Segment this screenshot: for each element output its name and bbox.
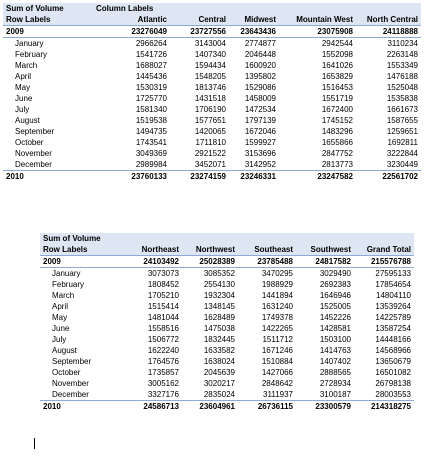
value-cell[interactable]: 23727556 — [170, 26, 229, 38]
month-row[interactable] — [3, 93, 421, 104]
row-label[interactable]: May — [52, 313, 68, 322]
value-cell[interactable]: 24586713 — [122, 401, 182, 413]
value-cell[interactable]: 13539264 — [375, 302, 411, 311]
value-cell[interactable]: 1672046 — [244, 127, 276, 136]
month-row[interactable] — [40, 378, 414, 389]
value-cell[interactable]: 23760133 — [93, 171, 170, 183]
value-cell[interactable]: 214318275 — [354, 401, 414, 413]
row-label[interactable]: November — [15, 149, 52, 158]
month-row[interactable] — [40, 334, 414, 345]
value-cell[interactable]: 1511712 — [262, 335, 293, 344]
value-cell[interactable]: 2728934 — [319, 379, 351, 388]
row-label[interactable]: February — [15, 50, 48, 59]
month-row[interactable] — [3, 60, 421, 71]
month-row[interactable] — [3, 82, 421, 93]
value-cell[interactable]: 2888565 — [319, 368, 351, 377]
value-cell[interactable]: 1600920 — [244, 61, 276, 70]
value-cell[interactable]: 1587655 — [386, 116, 418, 125]
pivot-header-row-2 — [40, 244, 414, 256]
value-cell[interactable]: 1541726 — [135, 50, 167, 59]
value-cell[interactable]: 1525048 — [386, 83, 418, 92]
value-cell[interactable]: 14448166 — [375, 335, 411, 344]
value-cell[interactable]: 1932304 — [203, 291, 235, 300]
row-label[interactable]: February — [52, 280, 85, 289]
column-header[interactable]: Southwest — [296, 244, 354, 256]
row-label[interactable]: July — [52, 335, 67, 344]
column-header[interactable]: North Central — [356, 14, 421, 26]
value-cell[interactable]: 1661673 — [386, 105, 418, 114]
value-cell[interactable]: 23247582 — [279, 171, 356, 183]
value-cell[interactable]: 215576788 — [354, 256, 414, 268]
value-cell[interactable]: 1653829 — [321, 72, 353, 81]
value-cell[interactable]: 3049369 — [135, 149, 167, 158]
value-cell[interactable]: 24118888 — [356, 26, 421, 38]
value-cell[interactable]: 23276049 — [93, 26, 170, 38]
column-header[interactable]: Northwest — [182, 244, 238, 256]
row-labels-filter[interactable]: Row Labels — [3, 14, 93, 26]
row-label[interactable]: September — [52, 357, 92, 366]
pivot-header-row-2 — [3, 14, 421, 26]
value-cell[interactable]: 23604961 — [182, 401, 238, 413]
value-cell[interactable]: 3470295 — [261, 269, 293, 278]
value-cell[interactable]: 2942544 — [321, 39, 353, 48]
value-cell[interactable]: 1407340 — [194, 50, 226, 59]
value-cell[interactable]: 1725770 — [135, 94, 167, 103]
value-cell[interactable]: 1633582 — [203, 346, 235, 355]
month-row[interactable] — [3, 137, 421, 148]
pivot-table-2 — [40, 233, 414, 412]
value-cell[interactable]: 1481044 — [147, 313, 179, 322]
value-cell[interactable]: 1599927 — [244, 138, 276, 147]
column-header[interactable]: Central — [170, 14, 229, 26]
value-cell[interactable]: 1594434 — [194, 61, 226, 70]
value-cell[interactable]: 1745152 — [321, 116, 353, 125]
value-cell[interactable]: 23075908 — [279, 26, 356, 38]
value-cell[interactable]: 2989984 — [135, 160, 167, 169]
value-cell[interactable]: 1988929 — [261, 280, 293, 289]
value-cell[interactable]: 3085352 — [203, 269, 235, 278]
row-label[interactable]: January — [15, 39, 44, 48]
value-cell[interactable]: 14804110 — [376, 291, 411, 300]
value-cell[interactable]: 1475038 — [203, 324, 235, 333]
value-cell[interactable]: 3222844 — [386, 149, 418, 158]
value-cell[interactable]: 1476188 — [386, 72, 418, 81]
value-cell[interactable]: 2263148 — [386, 50, 418, 59]
value-cell[interactable]: 1548205 — [194, 72, 226, 81]
value-cell[interactable]: 3020217 — [203, 379, 235, 388]
row-label[interactable]: April — [52, 302, 69, 311]
value-cell[interactable]: 1452226 — [319, 313, 351, 322]
row-label[interactable]: 2009 — [40, 256, 122, 268]
total-row[interactable] — [40, 401, 414, 413]
value-cell[interactable]: 23785488 — [238, 256, 296, 268]
value-cell[interactable]: 1516453 — [321, 83, 353, 92]
month-row[interactable] — [40, 301, 414, 312]
text-cursor — [34, 438, 35, 449]
value-cell[interactable]: 1407402 — [319, 357, 351, 366]
value-cell[interactable]: 2921522 — [194, 149, 226, 158]
value-cell[interactable]: 1458009 — [244, 94, 276, 103]
value-cell[interactable]: 3005162 — [147, 379, 179, 388]
value-cell[interactable]: 1445436 — [135, 72, 167, 81]
value-cell[interactable]: 1671246 — [261, 346, 293, 355]
month-row[interactable] — [40, 268, 414, 280]
month-row[interactable] — [40, 356, 414, 367]
column-labels-filter[interactable]: Column Labels — [93, 3, 170, 14]
value-cell[interactable]: 1711810 — [195, 138, 226, 147]
value-cell[interactable]: 1414763 — [319, 346, 351, 355]
month-row[interactable] — [3, 49, 421, 60]
value-cell[interactable]: 3143004 — [194, 39, 226, 48]
value-cell[interactable]: 1581340 — [135, 105, 167, 114]
value-cell[interactable]: 2966264 — [135, 39, 167, 48]
month-row[interactable] — [40, 290, 414, 301]
value-cell[interactable]: 1749378 — [261, 313, 293, 322]
value-cell[interactable]: 23274159 — [170, 171, 229, 183]
value-cell[interactable]: 2848642 — [261, 379, 293, 388]
row-label[interactable]: 2009 — [3, 26, 93, 38]
value-cell[interactable]: 3029490 — [319, 269, 351, 278]
value-cell[interactable]: 2554130 — [203, 280, 235, 289]
value-cell[interactable]: 1705210 — [147, 291, 179, 300]
measure-label[interactable]: Sum of Volume — [3, 3, 93, 14]
value-cell[interactable]: 2774877 — [244, 39, 276, 48]
value-cell[interactable]: 23246331 — [229, 171, 279, 183]
row-label[interactable]: October — [52, 368, 81, 377]
value-cell[interactable]: 1688027 — [135, 61, 167, 70]
row-label[interactable]: December — [52, 390, 89, 399]
month-row[interactable] — [40, 367, 414, 378]
value-cell[interactable]: 14568966 — [375, 346, 411, 355]
value-cell[interactable]: 2045639 — [203, 368, 235, 377]
value-cell[interactable]: 1428581 — [319, 324, 351, 333]
month-row[interactable] — [40, 345, 414, 356]
value-cell[interactable]: 26798138 — [375, 379, 411, 388]
value-cell[interactable]: 1672400 — [321, 105, 353, 114]
measure-label[interactable]: Sum of Volume — [40, 233, 122, 244]
value-cell[interactable]: 2046448 — [244, 50, 276, 59]
year-row[interactable] — [3, 26, 421, 38]
value-cell[interactable]: 1530319 — [135, 83, 167, 92]
value-cell[interactable]: 3100187 — [319, 390, 351, 399]
row-label[interactable]: 2010 — [3, 171, 93, 183]
value-cell[interactable]: 1395802 — [244, 72, 276, 81]
value-cell[interactable]: 1420065 — [194, 127, 226, 136]
value-cell[interactable]: 1692811 — [387, 138, 418, 147]
value-cell[interactable]: 1735857 — [147, 368, 179, 377]
value-cell[interactable]: 17854654 — [375, 280, 411, 289]
month-row[interactable] — [3, 148, 421, 159]
value-cell[interactable]: 24817582 — [296, 256, 354, 268]
row-label[interactable]: June — [15, 94, 33, 103]
value-cell[interactable]: 1646946 — [319, 291, 351, 300]
year-row[interactable] — [40, 256, 414, 268]
value-cell[interactable]: 1706190 — [194, 105, 226, 114]
row-label[interactable]: January — [52, 269, 81, 278]
pivot-header-row-1 — [3, 3, 421, 14]
value-cell[interactable]: 1551719 — [321, 94, 353, 103]
row-label[interactable]: September — [15, 127, 55, 136]
total-row[interactable] — [3, 171, 421, 183]
value-cell[interactable]: 3153696 — [244, 149, 276, 158]
value-cell[interactable]: 2847752 — [321, 149, 353, 158]
value-cell[interactable]: 1510884 — [261, 357, 293, 366]
row-label[interactable]: October — [15, 138, 44, 147]
month-row[interactable] — [40, 323, 414, 334]
row-label[interactable]: March — [52, 291, 75, 300]
value-cell[interactable]: 3327176 — [147, 390, 179, 399]
value-cell[interactable]: 1832445 — [203, 335, 235, 344]
value-cell[interactable]: 1638024 — [203, 357, 235, 366]
value-cell[interactable]: 23300579 — [296, 401, 354, 413]
month-row[interactable] — [40, 312, 414, 323]
row-label[interactable]: August — [15, 116, 40, 125]
value-cell[interactable]: 1622240 — [147, 346, 179, 355]
column-header[interactable]: Mountain West — [279, 14, 356, 26]
value-cell[interactable]: 1259651 — [386, 127, 418, 136]
month-row[interactable] — [3, 104, 421, 115]
value-cell[interactable]: 1558516 — [147, 324, 179, 333]
month-row[interactable] — [3, 126, 421, 137]
row-label[interactable]: December — [15, 160, 52, 169]
column-header[interactable]: Grand Total — [354, 244, 414, 256]
value-cell[interactable]: 1427066 — [261, 368, 293, 377]
value-cell[interactable]: 1553349 — [386, 61, 418, 70]
pivot-table-1 — [3, 3, 421, 182]
value-cell[interactable]: 3111937 — [263, 390, 293, 399]
value-cell[interactable]: 14225789 — [375, 313, 411, 322]
value-cell[interactable]: 1529086 — [244, 83, 276, 92]
value-cell[interactable]: 13650679 — [375, 357, 411, 366]
value-cell[interactable]: 23643436 — [229, 26, 279, 38]
column-header[interactable]: Atlantic — [93, 14, 170, 26]
value-cell[interactable]: 1506772 — [147, 335, 179, 344]
value-cell[interactable]: 1348145 — [203, 302, 235, 311]
row-label[interactable]: April — [15, 72, 32, 81]
row-label[interactable]: August — [52, 346, 77, 355]
value-cell[interactable]: 24103492 — [122, 256, 182, 268]
month-row[interactable] — [3, 159, 421, 171]
pivot-body-1 — [3, 26, 421, 183]
value-cell[interactable]: 1494735 — [135, 127, 167, 136]
value-cell[interactable]: 1515414 — [147, 302, 179, 311]
month-row[interactable] — [40, 389, 414, 401]
value-cell[interactable]: 1422265 — [261, 324, 293, 333]
value-cell[interactable]: 1808452 — [147, 280, 179, 289]
value-cell[interactable]: 2692383 — [319, 280, 351, 289]
value-cell[interactable]: 1552098 — [321, 50, 353, 59]
value-cell[interactable]: 1535838 — [386, 94, 418, 103]
pivot-header-row-1 — [40, 233, 414, 244]
value-cell[interactable]: 2813773 — [321, 160, 353, 169]
value-cell[interactable]: 3110234 — [387, 39, 418, 48]
row-label[interactable]: July — [15, 105, 30, 114]
value-cell[interactable]: 3073073 — [147, 269, 179, 278]
value-cell[interactable]: 1631240 — [261, 302, 293, 311]
value-cell[interactable]: 1743541 — [135, 138, 167, 147]
value-cell[interactable]: 1519538 — [135, 116, 167, 125]
month-row[interactable] — [3, 115, 421, 126]
month-row[interactable] — [40, 279, 414, 290]
value-cell[interactable]: 1641026 — [321, 61, 353, 70]
row-labels-filter[interactable]: Row Labels — [40, 244, 122, 256]
value-cell[interactable]: 1797139 — [244, 116, 276, 125]
row-label[interactable]: 2010 — [40, 401, 122, 413]
value-cell[interactable]: 13587254 — [375, 324, 411, 333]
value-cell[interactable]: 3452071 — [194, 160, 226, 169]
value-cell[interactable]: 1577651 — [194, 116, 226, 125]
value-cell[interactable]: 3142952 — [244, 160, 276, 169]
value-cell[interactable]: 25028389 — [182, 256, 238, 268]
value-cell[interactable]: 3230449 — [386, 160, 418, 169]
value-cell[interactable]: 1813746 — [194, 83, 226, 92]
value-cell[interactable]: 1441894 — [261, 291, 293, 300]
value-cell[interactable]: 27595133 — [375, 269, 411, 278]
value-cell[interactable]: 1483296 — [321, 127, 353, 136]
column-header[interactable]: Northeast — [122, 244, 182, 256]
month-row[interactable] — [3, 71, 421, 82]
column-header[interactable]: Midwest — [229, 14, 279, 26]
value-cell[interactable]: 1525005 — [319, 302, 351, 311]
value-cell[interactable]: 22561702 — [356, 171, 421, 183]
month-row[interactable] — [3, 38, 421, 50]
row-label[interactable]: November — [52, 379, 89, 388]
row-label[interactable]: May — [15, 83, 31, 92]
value-cell[interactable]: 1472534 — [244, 105, 276, 114]
value-cell[interactable]: 1764576 — [147, 357, 179, 366]
value-cell[interactable]: 1655866 — [321, 138, 353, 147]
column-header[interactable]: Southeast — [238, 244, 296, 256]
row-label[interactable]: March — [15, 61, 38, 70]
value-cell[interactable]: 1503100 — [319, 335, 351, 344]
value-cell[interactable]: 16501082 — [375, 368, 411, 377]
value-cell[interactable]: 26736115 — [238, 401, 296, 413]
value-cell[interactable]: 2835024 — [203, 390, 235, 399]
value-cell[interactable]: 28003553 — [375, 390, 411, 399]
value-cell[interactable]: 1628489 — [203, 313, 235, 322]
pivot-body-2 — [40, 256, 414, 413]
value-cell[interactable]: 1431518 — [194, 94, 226, 103]
row-label[interactable]: June — [52, 324, 70, 333]
